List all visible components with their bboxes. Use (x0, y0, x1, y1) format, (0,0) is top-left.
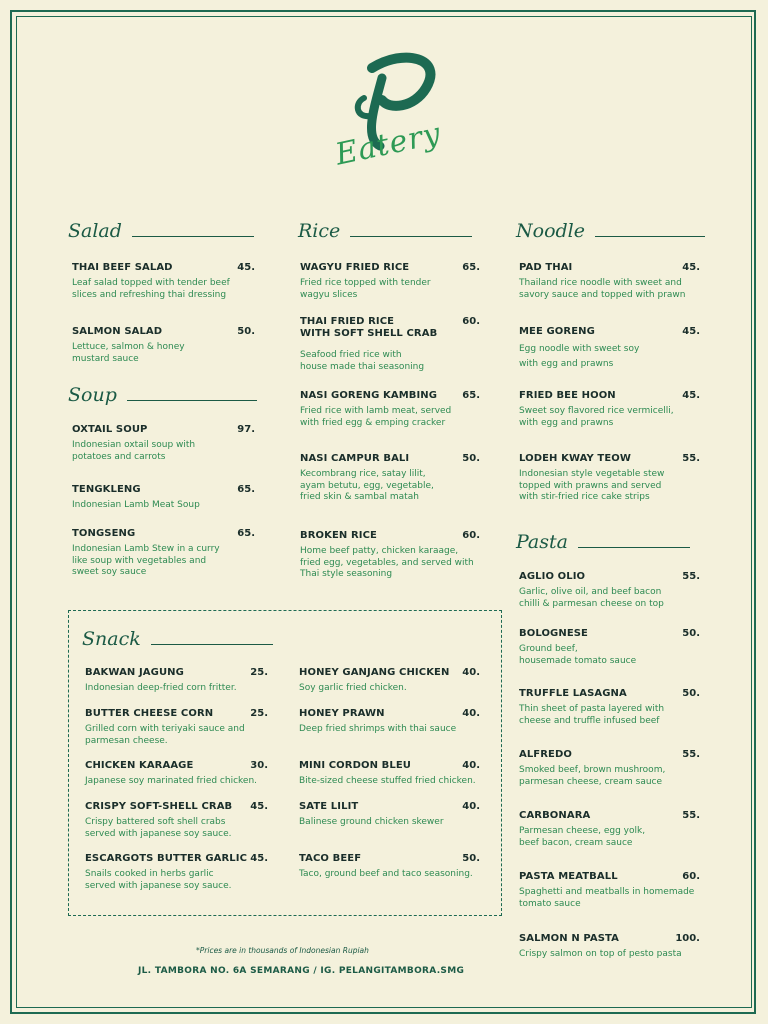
item-desc: Balinese ground chicken skewer (299, 817, 444, 827)
item-price: 55. (682, 453, 700, 464)
menu-item (299, 667, 480, 695)
section-title-pasta: Pasta (516, 531, 690, 553)
menu-item (72, 326, 255, 365)
item-name: NASI CAMPUR BALI (300, 453, 410, 464)
menu-item (519, 749, 700, 788)
item-desc: Taco, ground beef and taco seasoning. (299, 869, 473, 879)
item-price: 60. (682, 871, 700, 882)
item-price: 55. (682, 749, 700, 760)
item-price: 65. (237, 484, 255, 495)
item-desc: Indonesian deep-fried corn fritter. (85, 683, 237, 693)
item-price: 40. (462, 801, 480, 812)
item-desc: Leaf salad topped with tender beef slices and refreshing thai dressing (72, 278, 230, 300)
section-title-snack: Snack (82, 628, 273, 650)
menu-item (519, 810, 700, 849)
item-name: MINI CORDON BLEU (299, 760, 411, 771)
item-name: FRIED BEE HOON (519, 390, 616, 401)
section-title-noodle: Noodle (516, 220, 705, 242)
item-price: 97. (237, 424, 255, 435)
menu-item (299, 801, 480, 829)
item-name: MEE GORENG (519, 326, 595, 337)
menu-item (300, 453, 480, 504)
item-name: THAI BEEF SALAD (72, 262, 173, 273)
menu-item (300, 530, 480, 581)
item-desc: Spaghetti and meatballs in homemade tomato sauce (519, 887, 695, 909)
item-price: 50. (682, 688, 700, 699)
menu-item (519, 262, 700, 301)
item-desc: Smoked beef, brown mushroom, parmesan cheese, cream sauce (519, 765, 666, 787)
item-desc: Indonesian style vegetable stew topped with prawns and served with stir-fried rice cake strips (519, 469, 665, 502)
menu-item (72, 262, 255, 301)
item-desc: Grilled corn with teriyaki sauce and parmesan cheese. (85, 724, 245, 746)
item-price: 60. (462, 316, 480, 327)
item-desc: Thailand rice noodle with sweet and savory sauce and topped with prawn (519, 278, 686, 300)
menu-item (85, 760, 268, 788)
item-name: HONEY PRAWN (299, 708, 385, 719)
item-desc: Parmesan cheese, egg yolk, beef bacon, cream sauce (519, 826, 646, 848)
menu-item (300, 316, 480, 373)
item-name: PASTA MEATBALL (519, 871, 618, 882)
menu-item (519, 326, 700, 372)
item-name: PAD THAI (519, 262, 573, 273)
item-name: HONEY GANJANG CHICKEN (299, 667, 450, 678)
menu-item (85, 853, 268, 892)
menu-item (72, 528, 255, 579)
menu-item (85, 667, 268, 695)
item-desc: Kecombrang rice, satay lilit, ayam betutu, egg, vegetable, fried skin & sambal matah (300, 469, 434, 502)
item-price: 45. (682, 326, 700, 337)
item-price: 60. (462, 530, 480, 541)
item-name: BOLOGNESE (519, 628, 588, 639)
item-desc: Fried rice with lamb meat, served with fried egg & emping cracker (300, 406, 452, 428)
item-name: ESCARGOTS BUTTER GARLIC (85, 853, 248, 864)
item-price: 45. (250, 853, 268, 864)
item-desc: Crispy battered soft shell crabs served with japanese soy sauce. (85, 817, 232, 839)
item-name: TONGSENG (72, 528, 136, 539)
item-desc: Egg noodle with sweet soy with egg and prawns (519, 344, 640, 369)
item-name: BUTTER CHEESE CORN (85, 708, 214, 719)
item-price: 65. (462, 390, 480, 401)
menu-item (299, 708, 480, 736)
menu-item (519, 453, 700, 504)
item-name: CHICKEN KARAAGE (85, 760, 194, 771)
item-desc: Sweet soy flavored rice vermicelli, with egg and prawns (519, 406, 674, 428)
menu-item (85, 801, 268, 840)
item-price: 55. (682, 810, 700, 821)
item-name: BAKWAN JAGUNG (85, 667, 184, 678)
item-name: LODEH KWAY TEOW (519, 453, 632, 464)
item-price: 50. (462, 853, 480, 864)
menu-item (519, 390, 700, 429)
menu-item (300, 262, 480, 301)
item-name: TACO BEEF (299, 853, 362, 864)
item-name: SATE LILIT (299, 801, 359, 812)
item-name: TRUFFLE LASAGNA (519, 688, 627, 699)
item-desc: Fried rice topped with tender wagyu slices (300, 278, 431, 300)
menu-item (299, 760, 480, 788)
section-title-soup: Soup (68, 384, 257, 406)
item-price: 45. (682, 390, 700, 401)
item-name: OXTAIL SOUP (72, 424, 148, 435)
item-desc: Garlic, olive oil, and beef bacon chilli & parmesan cheese on top (519, 587, 664, 609)
menu-item (299, 853, 480, 881)
menu-item (519, 871, 700, 910)
item-price: 40. (462, 760, 480, 771)
item-name: BROKEN RICE (300, 530, 377, 541)
item-name: CRISPY SOFT-SHELL CRAB (85, 801, 233, 812)
item-price: 100. (675, 933, 700, 944)
item-price: 50. (462, 453, 480, 464)
item-price: 45. (250, 801, 268, 812)
item-price: 50. (682, 628, 700, 639)
item-desc: Deep fried shrimps with thai sauce (299, 724, 457, 734)
item-desc: Indonesian Lamb Stew in a curry like soup with vegetables and sweet soy sauce (72, 544, 220, 577)
item-name: TENGKLENG (72, 484, 141, 495)
menu-item (519, 933, 700, 961)
section-title-salad: Salad (68, 220, 254, 242)
item-price: 65. (237, 528, 255, 539)
item-desc: Lettuce, salmon & honey mustard sauce (72, 342, 185, 364)
item-name: WAGYU FRIED RICE (300, 262, 410, 273)
logo-text: Eatery (332, 116, 445, 173)
item-price: 25. (250, 667, 268, 678)
item-desc: Seafood fried rice with house made thai seasoning (300, 350, 425, 372)
section-title-rice: Rice (298, 220, 472, 242)
item-desc: Thin sheet of pasta layered with cheese and truffle infused beef (519, 704, 665, 726)
item-name: THAI FRIED RICE WITH SOFT SHELL CRAB (300, 316, 438, 339)
item-price: 45. (237, 262, 255, 273)
menu-item (519, 628, 700, 667)
item-name: SALMON N PASTA (519, 933, 620, 944)
item-desc: Indonesian Lamb Meat Soup (72, 500, 200, 510)
menu-item (72, 424, 255, 463)
item-price: 55. (682, 571, 700, 582)
item-name: ALFREDO (519, 749, 572, 760)
menu-item (300, 390, 480, 429)
item-desc: Bite-sized cheese stuffed fried chicken. (299, 776, 476, 786)
item-desc: Snails cooked in herbs garlic served with japanese soy sauce. (85, 869, 232, 891)
menu-item (519, 571, 700, 610)
item-desc: Crispy salmon on top of pesto pasta (519, 949, 682, 959)
item-desc: Soy garlic fried chicken. (299, 683, 407, 693)
item-desc: Indonesian oxtail soup with potatoes and carrots (72, 440, 196, 462)
address-line: JL. TAMBORA NO. 6A SEMARANG / IG. PELANGITAMBORA.SMG (138, 966, 465, 976)
item-name: AGLIO OLIO (519, 571, 586, 582)
item-desc: Japanese soy marinated fried chicken. (85, 776, 258, 786)
menu-item (72, 484, 255, 512)
item-price: 45. (682, 262, 700, 273)
item-price: 65. (462, 262, 480, 273)
menu-item (519, 688, 700, 727)
item-name: CARBONARA (519, 810, 591, 821)
item-desc: Ground beef, housemade tomato sauce (519, 644, 637, 666)
item-price: 40. (462, 708, 480, 719)
item-price: 50. (237, 326, 255, 337)
item-name: SALMON SALAD (72, 326, 163, 337)
item-price: 25. (250, 708, 268, 719)
item-desc: Home beef patty, chicken karaage, fried egg, vegetables, and served with Thai style seasoning (300, 546, 474, 579)
price-footnote: *Prices are in thousands of Indonesian Rupiah (196, 946, 369, 955)
item-price: 30. (250, 760, 268, 771)
item-price: 40. (462, 667, 480, 678)
menu-item (85, 708, 268, 747)
item-name: NASI GORENG KAMBING (300, 390, 438, 401)
